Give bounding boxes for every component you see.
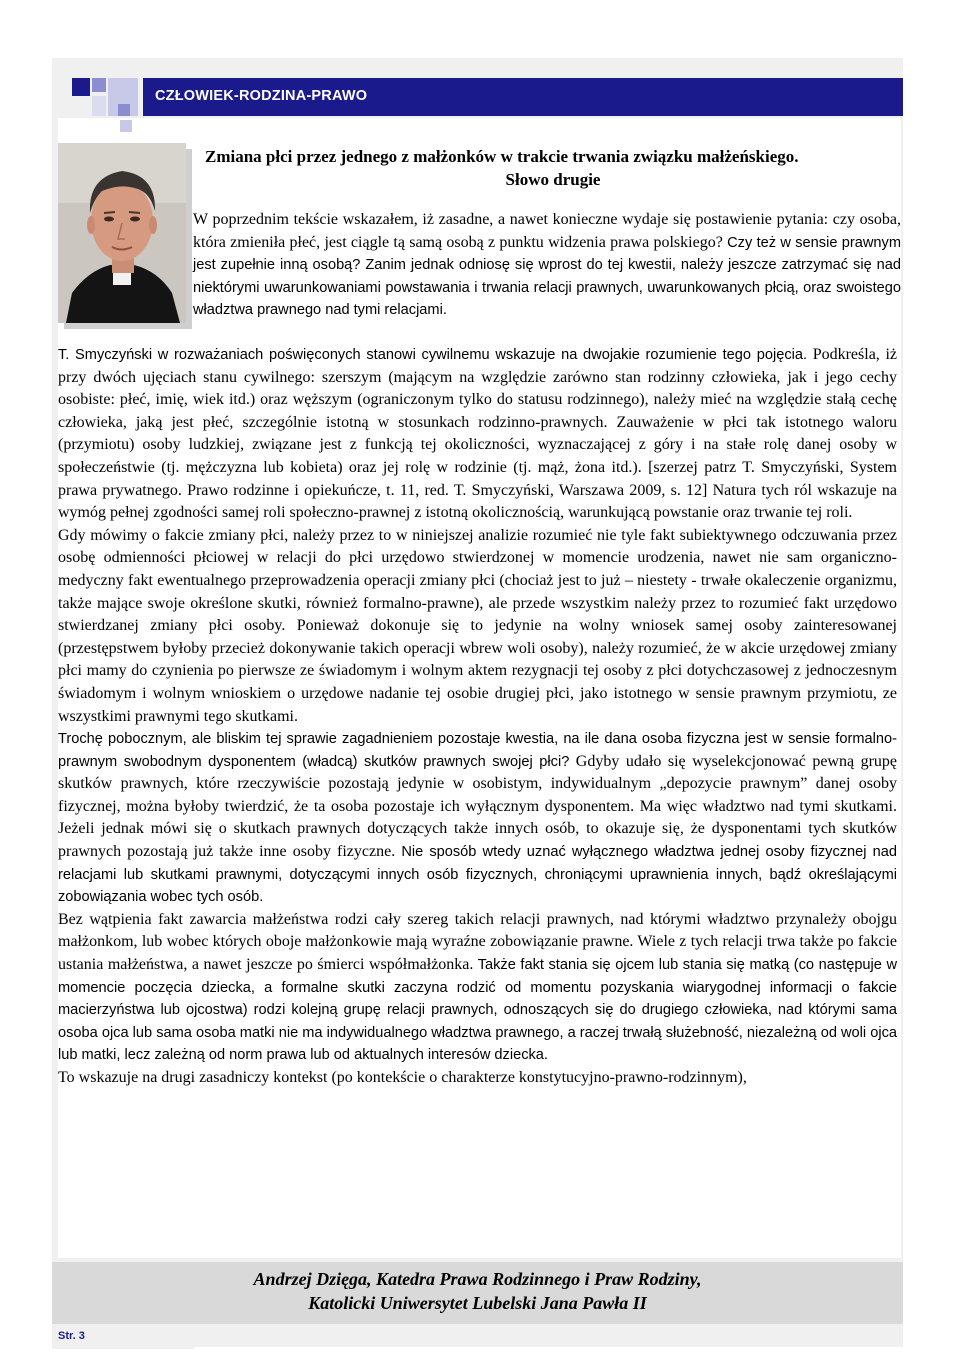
page-number: Str. 3 — [58, 1330, 85, 1342]
section-title: CZŁOWIEK-RODZINA-PRAWO — [155, 88, 368, 104]
paragraph-1 — [58, 344, 897, 525]
paragraph-3 — [58, 728, 897, 909]
author-line2: Katolicki Uniwersytet Lubelski Jana Pawła II — [308, 1293, 647, 1313]
paragraph-3-sans: Trochę pobocznym, ale bliskim tej sprawie zagadnieniem pozostaje kwestia, na ile dana osoba fizyczna jest w sensie formalno-prawnym swobodnym dysponentem (władcą) skutków prawnych swojej płci? — [58, 731, 897, 770]
article-title-line1: Zmiana płci przez jednego z małżonków w trakcie trwania związku małżeńskiego. — [205, 147, 799, 166]
paragraph-3-serif: Gdyby udało się wyselekcjonować pewną grupę skutków prawnych, które rzeczywiście pozostają jedynie w osobistym, indywidualnym „depozycie prawnym” danej osoby fizycznej, można byłoby twierdzić, że ta osoba pozostaje ich wyłącznym dysponentem. Ma więc władztwo nad tymi skutkami. Jeżeli jednak mówi się o skutkach prawnych dotyczących także innych osób, to okazuje się, że dysponentami tych skutków prawnych pozostają już także inne osoby fizyczne. — [58, 752, 898, 861]
article-body — [58, 344, 897, 1090]
intro-part1: W poprzednim tekście wskazałem, iż zasadne, a nawet konieczne wydaje się postawienie pytania: czy osoba, która zmieniła płeć, jest ciągle tą samą osobą z punktu widzenia prawa polskiego? — [193, 211, 901, 251]
paragraph-1-sans: T. Smyczyński w rozważaniach poświęconych stanowi cywilnemu wskazuje na dwojakie rozumienie tego pojęcia. — [58, 347, 808, 363]
paragraph-5: To wskazuje na drugi zasadniczy kontekst (po kontekście o charakterze konstytucyjno-prawno-rodzinnym), — [58, 1069, 747, 1086]
article-title-line2: Słowo drugie — [505, 170, 601, 189]
paragraph-3-sans2: Nie sposób wtedy uznać wyłącznego władztwa jednej osoby fizycznej nad relacjami lub skutkami prawnymi, dotyczącymi innych osób fizycznych, chroniącymi uprawnienia innych, bądź określającymi zobowiązania wobec tych osób. — [58, 844, 897, 906]
article-title — [205, 145, 901, 191]
portrait-image — [58, 143, 186, 323]
paragraph-2: Gdy mówimy o fakcie zmiany płci, należy przez to w niniejszej analizie rozumieć nie tyle fakt subiektywnego odczuwania przez osobę odmienności płciowej w relacji do płci urzędowo stwierdzonej w momencie urodzenia, nawet nie sam organiczno-medyczny fakt ewentualnego przeprowadzenia operacji zmiany płci (chociaż jest to już – niestety - trwałe okaleczenie organizmu, także mające swoje określone skutki, również formalno-prawne), ale przede wszystkim należy przez to rozumieć fakt urzędowo stwierdzanej zmiany płci osoby. Ponieważ dokonuje się to jedynie na wolny wniosek samej osoby zainteresowanej (przestępstwem byłoby przecież dokonywanie takich operacji wbrew woli osoby), należy rozumieć, że w akcie urzędowej zmiany płci mamy do czynienia po pierwsze ze świadomym i wolnym aktem rezygnacji tej osoby z płci dotychczasowej z jednoczesnym świadomym i wolnym wnioskiem o urzędowe nadanie tej osobie drugiej płci, jako istotnego w sensie prawnym przymiotu, ze wszystkimi prawnymi tego skutkami. — [58, 526, 897, 725]
author-photo — [58, 143, 186, 323]
page-number-box — [52, 1327, 195, 1349]
author-line1: Andrzej Dzięga, Katedra Prawa Rodzinnego i Praw Rodziny, — [253, 1269, 702, 1289]
footer-author-bar — [52, 1262, 903, 1324]
intro-paragraph — [193, 209, 901, 322]
section-banner — [143, 78, 903, 116]
paragraph-4-sans: Także fakt stania się ojcem lub stania się matką (co następuje w momencie poczęcia dziecka, a formalne skutki zaczyna rodzić od momentu pozyskania wiarygodnej informacji o fakcie macierzyństwa lub ojcostwa) rodzi kolejną grupę relacji prawnych, odnoszących się do drugiego człowieka, nad którymi sama osoba ojca lub sama osoba matki nie ma indywidualnego władztwa prawnego, a raczej trwałą służebność, niezależną od woli ojca lub matki, lecz zależną od norm prawa lub od aktualnych interesów dziecka. — [58, 957, 898, 1064]
paragraph-1-serif: Podkreśla, iż przy dwóch ujęciach stanu cywilnego: szerszym (mającym na względzie zarówno stan rodzinny człowieka, jak i jego cechy osobiste: płeć, imię, wiek itd.) oraz węższym (ograniczonym tylko do statusu rodzinnego), należy mieć na względzie stałą cechę człowieka, jaką jest płeć, szczególnie istotną w stosunkach rodzinno-prawnych. Zauważenie w płci tak istotnego waloru (przymiotu) osoby ludzkiej, związane jest z funkcją tej okoliczności, wyznaczającej z góry i na stałe rolę danej osoby w społeczeństwie (tj. mężczyzna lub kobieta) oraz jej rolę w rodzinie (tj. mąż, żona itd.). [szerzej patrz T. Smyczyński, System prawa prywatnego. Prawo rodzinne i opiekuńcze, t. 11, red. T. Smyczyński, Warszawa 2009, s. 12] Natura tych ról wskazuje na wymóg pełnej zgodności samej roli społeczno-prawnej z istotną okolicznością, warunkującą powstanie oraz trwanie tej roli. — [58, 346, 898, 522]
intro-part2: Czy też w sensie prawnym jest zupełnie inną osobą? Zanim jednak odniosę się wprost do tej kwestii, należy jeszcze zatrzymać się nad niektórymi uwarunkowaniami powstawania i trwania relacji prawnych, uwarunkowanych płcią, oraz swoistego władztwa prawnego nad tymi relacjami. — [193, 234, 901, 319]
footer-author — [52, 1267, 903, 1315]
paragraph-4-serif: Bez wątpienia fakt zawarcia małżeństwa rodzi cały szereg takich relacji prawnych, nad którymi władztwo przynależy obojgu małżonkom, lub wobec których oboje małżonkowie mają wyraźne zobowiązanie prawne. Wiele z tych relacji trwa także po fakcie ustania małżeństwa, a nawet jeszcze po śmierci współmałżonka. — [58, 910, 897, 974]
paragraph-4 — [58, 909, 897, 1067]
